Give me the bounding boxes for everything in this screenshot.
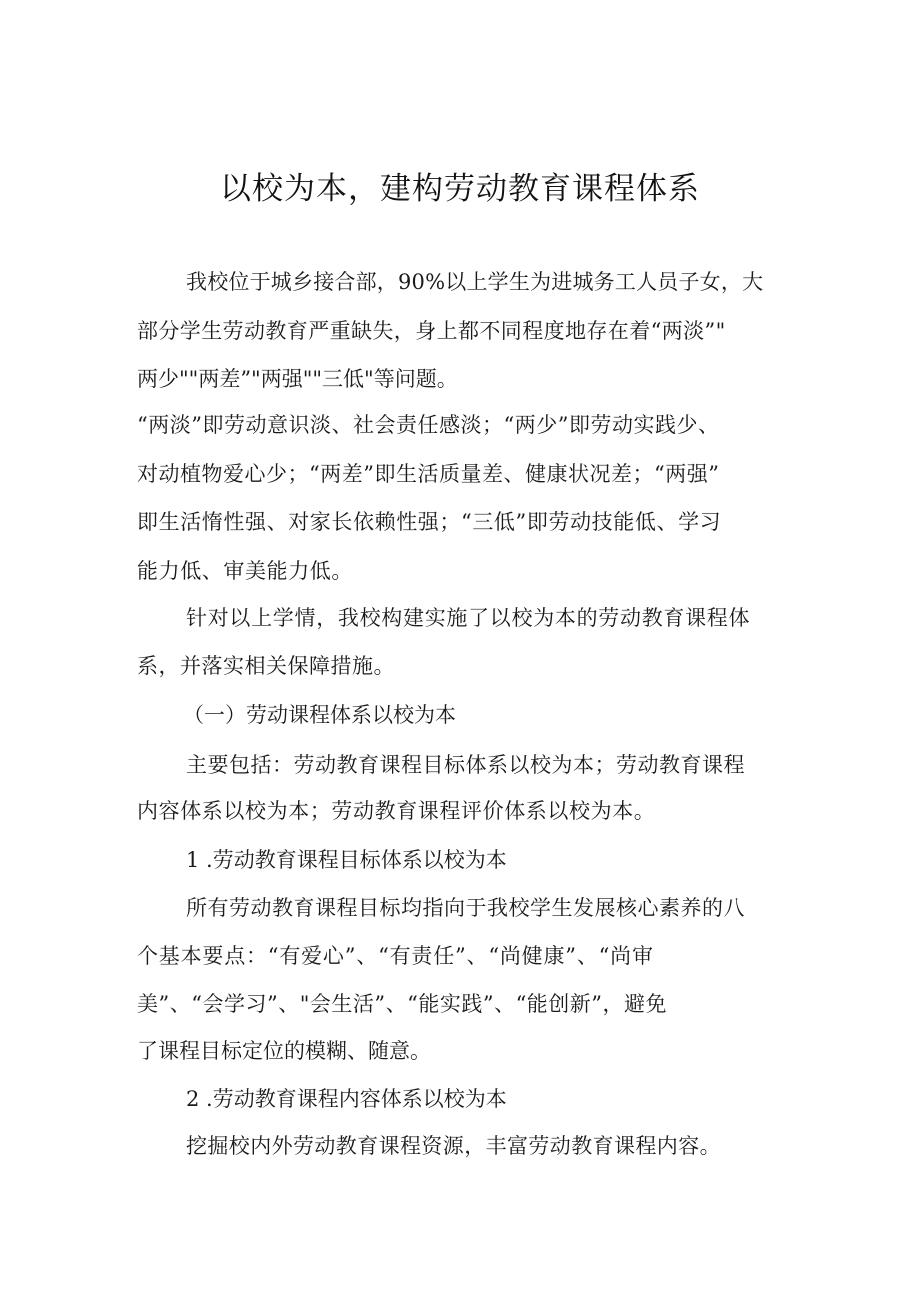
- section-heading: （一）劳动课程体系以校为本: [183, 703, 456, 727]
- paragraph-line: 挖掘校内外劳动教育课程资源，丰富劳动教育课程内容。: [186, 1134, 721, 1158]
- subsection-heading: 2 .劳动教育课程内容体系以校为本: [186, 1087, 507, 1111]
- paragraph-line: 我校位于城乡接合部，90%以上学生为进城务工人员子女，大: [186, 270, 764, 294]
- paragraph-line: 个基本要点：“有爱心”、“有责任”、“尚健康”、“尚审: [137, 944, 654, 968]
- paragraph-line: 即生活惰性强、对家长依赖性强；“三低”即劳动技能低、学习: [137, 510, 722, 534]
- paragraph-line: 部分学生劳动教育严重缺失，身上都不同程度地存在着“两淡”": [137, 319, 726, 343]
- paragraph-line: 主要包括：劳动教育课程目标体系以校为本；劳动教育课程: [186, 753, 745, 777]
- paragraph-line: 内容体系以校为本；劳动教育课程评价体系以校为本。: [137, 799, 656, 823]
- paragraph-line: “两淡”即劳动意识淡、社会责任感淡；“两少”即劳动实践少、: [137, 413, 720, 437]
- paragraph-line: 两少""两差”"两强""三低"等问题。: [137, 367, 458, 391]
- paragraph-line: 所有劳动教育课程目标均指向于我校学生发展核心素养的八: [186, 896, 745, 920]
- paragraph-line: 针对以上学情，我校构建实施了以校为本的劳动教育课程体: [186, 606, 751, 630]
- subsection-heading: 1 .劳动教育课程目标体系以校为本: [186, 848, 507, 872]
- paragraph-line: 了课程目标定位的模糊、随意。: [137, 1039, 431, 1063]
- paragraph-line: 系，并落实相关保障措施。: [137, 654, 395, 678]
- paragraph-line: 对动植物爱心少；“两差”即生活质量差、健康状况差；“两强”: [137, 462, 720, 486]
- paragraph-line: 美”、“会学习”、"会生活”、“能实践”、“能创新”，避免: [137, 992, 668, 1016]
- paragraph-line: 能力低、审美能力低。: [137, 559, 353, 583]
- document-title: 以校为本，建构劳动教育课程体系: [220, 171, 700, 207]
